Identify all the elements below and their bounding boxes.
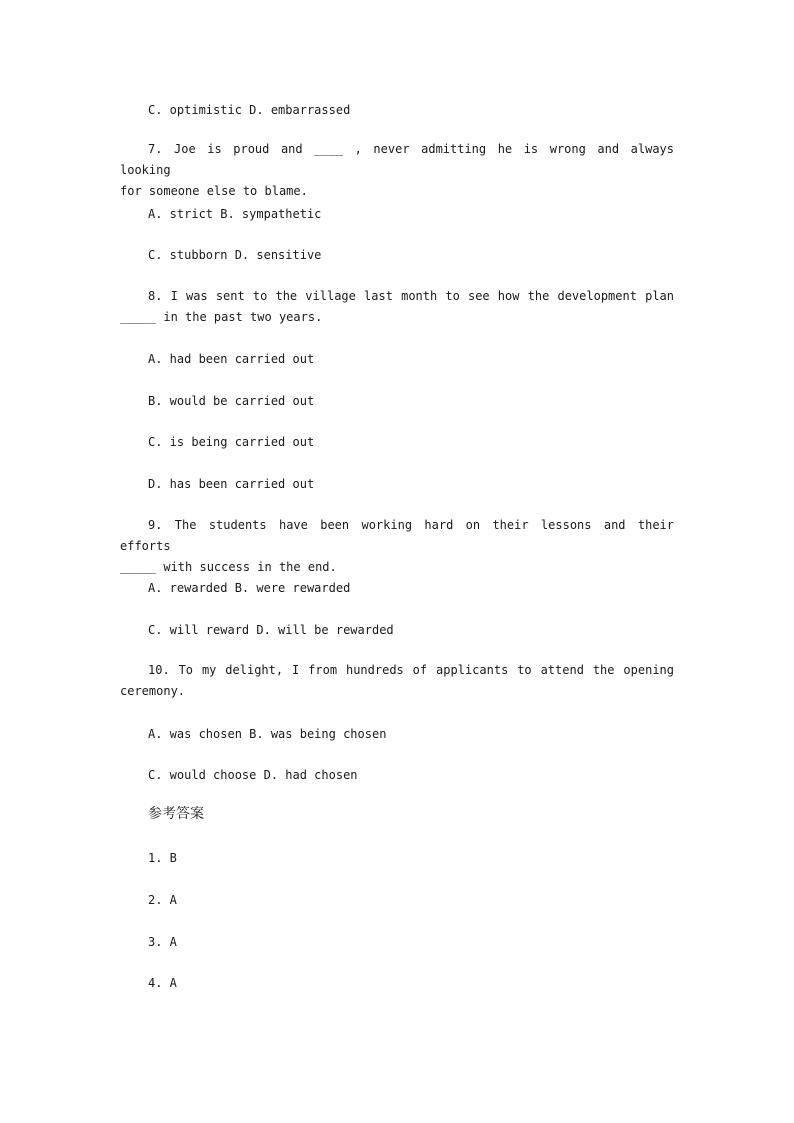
question-10-line-1: 10. To my delight, I from hundreds of applicants to attend the opening: [148, 663, 674, 677]
q8-option-b: B. would be carried out: [148, 394, 315, 408]
question-9-line-1: 9. The students have been working hard on their lessons and their efforts: [120, 518, 674, 553]
answer-item: 4. A: [148, 976, 177, 990]
q7-options-cd: C. stubborn D. sensitive: [148, 248, 322, 262]
question-8: [120, 286, 674, 328]
q9-options-ab: A. rewarded B. were rewarded: [148, 581, 351, 595]
question-8-line-2: _____ in the past two years.: [120, 310, 323, 324]
q10-options-ab: A. was chosen B. was being chosen: [148, 727, 387, 741]
q8-option-a: A. had been carried out: [148, 352, 315, 366]
answer-item: 3. A: [148, 935, 177, 949]
q9-options-cd: C. will reward D. will be rewarded: [148, 623, 394, 637]
q10-options-cd: C. would choose D. had chosen: [148, 768, 358, 782]
question-9: [120, 515, 674, 578]
question-9-line-2: _____ with success in the end.: [120, 560, 337, 574]
q6-options-cd: C. optimistic D. embarrassed: [148, 103, 351, 117]
q8-option-c: C. is being carried out: [148, 435, 315, 449]
question-10: [120, 660, 674, 702]
q7-options-ab: A. strict B. sympathetic: [148, 207, 322, 221]
answer-item: 2. A: [148, 893, 177, 907]
q8-option-d: D. has been carried out: [148, 477, 315, 491]
question-10-line-2: ceremony.: [120, 684, 186, 698]
answers-heading: 参考答案: [148, 806, 204, 822]
question-7: [120, 139, 674, 202]
answer-item: 1. B: [148, 851, 177, 865]
question-7-line-1: 7. Joe is proud and ____ , never admitting he is wrong and always looking: [120, 142, 674, 177]
question-7-line-2: for someone else to blame.: [120, 184, 308, 198]
question-8-line-1: 8. I was sent to the village last month to see how the development plan: [148, 289, 674, 303]
